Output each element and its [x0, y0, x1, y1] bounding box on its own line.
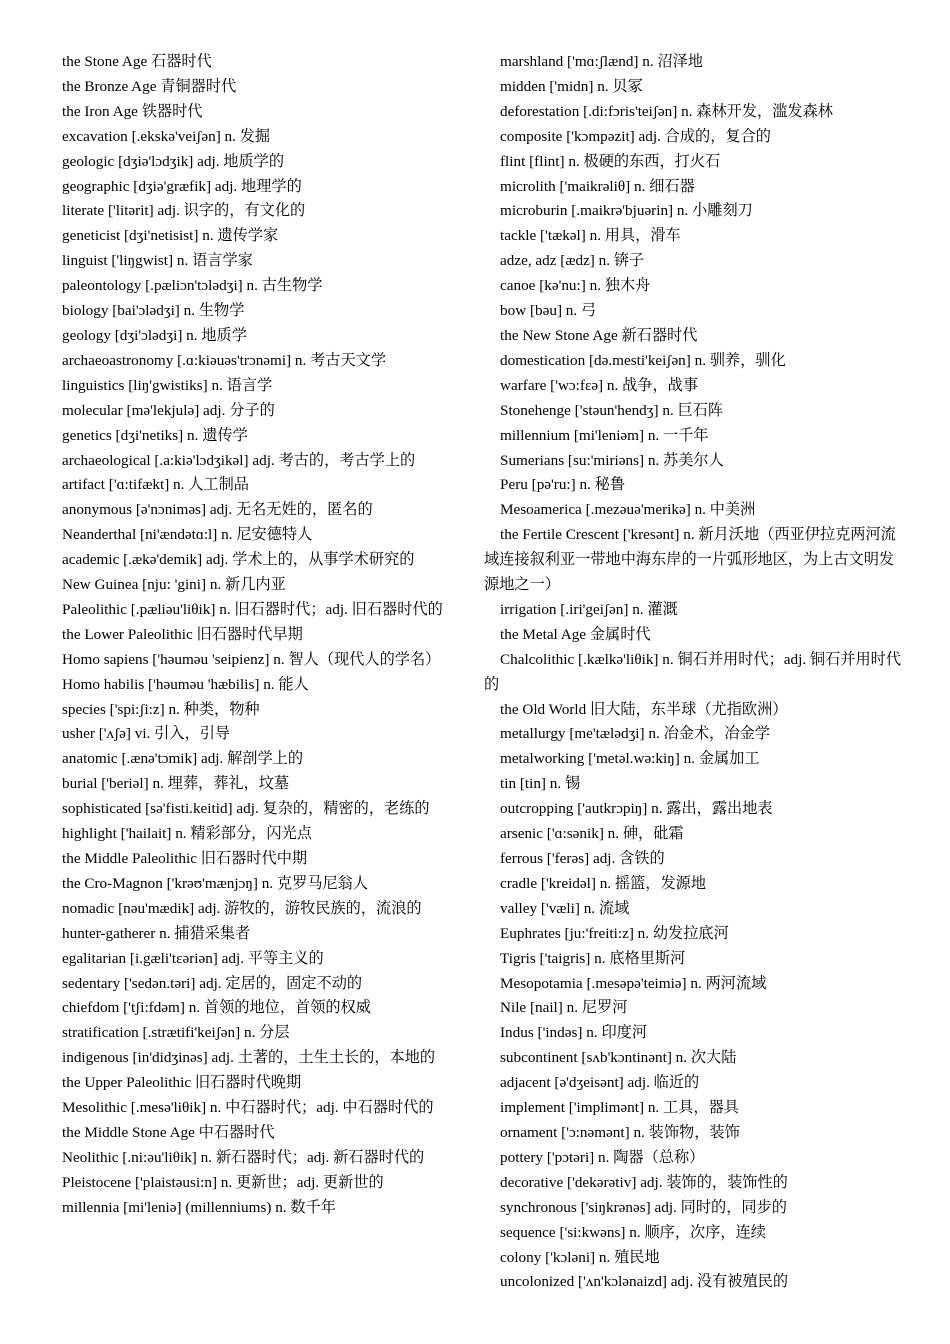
vocab-entry: archaeological [.a:kiə'lɔdʒikəl] adj. 考古的，考古学上的: [62, 451, 416, 469]
vocab-entry: geology [dʒi'ɔlədʒi] n. 地质学: [62, 326, 247, 344]
vocab-entry: the Old World 旧大陆，东半球（尤指欧洲）: [500, 700, 788, 718]
right-column: [484, 50, 908, 1295]
vocab-entry: canoe [kə'nu:] n. 独木舟: [500, 277, 651, 295]
vocab-entry: decorative ['dekərətiv] adj. 装饰的，装饰性的: [500, 1173, 788, 1191]
vocab-entry: tin [tin] n. 锡: [500, 775, 581, 793]
vocab-entry: microlith ['maikrəliθ] n. 细石器: [500, 177, 695, 195]
vocab-entry: the Iron Age 铁器时代: [62, 102, 203, 120]
vocab-entry: the Cro-Magnon ['krəʊ'mænjɔŋ] n. 克罗马尼翁人: [62, 874, 369, 892]
vocab-entry: Mesoamerica [.mezəuə'merikə] n. 中美洲: [500, 501, 756, 519]
vocab-entry: millennium [mi'leniəm] n. 一千年: [500, 426, 709, 444]
vocab-entry: Nile [nail] n. 尼罗河: [500, 999, 628, 1017]
vocab-entry: geographic [dʒiə'græfik] adj. 地理学的: [62, 177, 302, 195]
vocab-entry: genetics [dʒi'netiks] n. 遗传学: [62, 426, 248, 444]
vocab-entry: Mesopotamia [.mesəpə'teimiə] n. 两河流域: [500, 974, 767, 992]
vocab-entry: warfare ['wɔ:fɛə] n. 战争，战事: [500, 376, 699, 394]
vocab-entry: ornament ['ɔ:nəmənt] n. 装饰物，装饰: [500, 1123, 740, 1141]
vocab-entry: the New Stone Age 新石器时代: [500, 326, 698, 344]
vocab-entry: bow [bəu] n. 弓: [500, 302, 597, 320]
vocab-entry: the Stone Age 石器时代: [62, 53, 212, 70]
vocab-entry: biology [bai'ɔlədʒi] n. 生物学: [62, 302, 245, 320]
vocab-entry: stratification [.strætifi'keiʃən] n. 分层: [62, 1024, 290, 1042]
vocab-entry: hunter-gatherer n. 捕猎采集者: [62, 924, 251, 942]
vocab-entry: tackle ['tækəl] n. 用具，滑车: [500, 227, 681, 245]
vocab-entry: sedentary ['sedən.təri] adj. 定居的，固定不动的: [62, 974, 363, 992]
vocab-entry: microburin [.maikrə'bjuərin] n. 小雕刻刀: [500, 202, 753, 220]
vocab-entry: geologic [dʒiə'lɔdʒik] adj. 地质学的: [62, 152, 285, 170]
vocab-entry: egalitarian [i.gæli'tɛəriən] adj. 平等主义的: [62, 949, 324, 967]
vocab-entry: Pleistocene ['plaistəusi:n] n. 更新世；adj. 更新世的: [62, 1173, 384, 1191]
vocab-entry: the Bronze Age 青铜器时代: [62, 77, 237, 95]
vocab-entry: anonymous [ə'nɔniməs] adj. 无名无姓的，匿名的: [62, 501, 373, 519]
vocab-entry: the Fertile Crescent ['kresənt] n. 新月沃地（西亚伊拉克两河流域连接叙利亚一带地中海东岸的一片弧形地区，为上古文明发源地之一）: [484, 526, 896, 594]
vocab-entry: Homo habilis ['həuməu 'hæbilis] n. 能人: [62, 675, 309, 693]
left-column: [46, 50, 470, 1221]
vocab-entry: marshland ['mɑ:ʃlænd] n. 沼泽地: [500, 53, 704, 70]
vocab-entry: the Metal Age 金属时代: [500, 625, 651, 643]
vocab-entry: Indus ['indəs] n. 印度河: [500, 1024, 648, 1042]
vocab-entry: species ['spi:ʃi:z] n. 种类，物种: [62, 700, 260, 718]
vocab-entry: synchronous ['siŋkrənəs] adj. 同时的，同步的: [500, 1198, 787, 1216]
vocab-entry: Chalcolithic [.kælkə'liθik] n. 铜石并用时代；adj. 铜石并用时代的: [484, 650, 902, 693]
vocab-entry: Sumerians [su:'miriəns] n. 苏美尔人: [500, 451, 724, 469]
vocab-entry: irrigation [.iri'geiʃən] n. 灌溉: [500, 600, 678, 618]
vocab-entry: burial ['beriəl] n. 埋葬，葬礼，坟墓: [62, 775, 290, 793]
vocab-entry: the Lower Paleolithic 旧石器时代早期: [62, 625, 303, 643]
vocab-entry: linguist ['liŋgwist] n. 语言学家: [62, 252, 253, 270]
vocab-entry: molecular [mə'lekjulə] adj. 分子的: [62, 401, 275, 419]
vocab-entry: Mesolithic [.mesə'liθik] n. 中石器时代；adj. 中石器时代的: [62, 1099, 434, 1117]
vocab-entry: academic [.ækə'demik] adj. 学术上的，从事学术研究的: [62, 551, 415, 569]
vocab-entry: Stonehenge ['stəun'hendʒ] n. 巨石阵: [500, 401, 724, 419]
vocab-entry: the Middle Stone Age 中石器时代: [62, 1123, 275, 1141]
vocab-entry: sophisticated [sə'fisti.keitid] adj. 复杂的，精密的，老练的: [62, 800, 430, 818]
vocab-entry: implement ['implimənt] n. 工具，器具: [500, 1099, 739, 1117]
vocab-entry: linguistics [liŋ'gwistiks] n. 语言学: [62, 376, 273, 394]
vocab-entry: Paleolithic [.pæliəu'liθik] n. 旧石器时代；adj. 旧石器时代的: [62, 600, 443, 618]
vocab-entry: metalworking ['metəl.wə:kiŋ] n. 金属加工: [500, 750, 760, 768]
vocab-entry: Peru [pə'ru:] n. 秘鲁: [500, 476, 626, 494]
vocab-entry: subcontinent [sʌb'kɔntinənt] n. 次大陆: [500, 1049, 737, 1067]
vocab-entry: Tigris ['taigris] n. 底格里斯河: [500, 949, 686, 967]
vocab-entry: indigenous [in'didʒinəs] adj. 土著的，土生土长的，本地的: [62, 1049, 436, 1067]
vocab-entry: ferrous ['ferəs] adj. 含铁的: [500, 850, 665, 867]
vocab-entry: nomadic [nəu'mædik] adj. 游牧的，游牧民族的，流浪的: [62, 899, 422, 917]
vocab-entry: Homo sapiens ['həuməu 'seipienz] n. 智人（现代人的学名）: [62, 650, 441, 668]
vocab-entry: adjacent [ə'dʒeisənt] adj. 临近的: [500, 1074, 700, 1092]
vocab-entry: midden ['midn] n. 贝冢: [500, 77, 643, 95]
vocab-entry: literate ['litərit] adj. 识字的，有文化的: [62, 202, 306, 220]
vocab-entry: composite ['kɔmpəzit] adj. 合成的，复合的: [500, 127, 771, 145]
vocab-entry: metallurgy [me'tælədʒi] n. 冶金术，冶金学: [500, 725, 770, 743]
vocab-entry: excavation [.ekskə'veiʃən] n. 发掘: [62, 127, 271, 145]
vocab-entry: colony ['kɔləni] n. 殖民地: [500, 1248, 660, 1266]
vocab-entry: adze, adz [ædz] n. 锛子: [500, 252, 645, 270]
vocab-entry: outcropping ['autkrɔpiŋ] n. 露出，露出地表: [500, 800, 773, 818]
vocab-entry: sequence ['si:kwəns] n. 顺序，次序，连续: [500, 1223, 766, 1241]
vocab-entry: domestication [də.mesti'keiʃən] n. 驯养，驯化: [500, 351, 786, 369]
vocab-entry: artifact ['ɑ:tifækt] n. 人工制品: [62, 476, 249, 494]
vocab-entry: anatomic [.ænə'tɔmik] adj. 解剖学上的: [62, 750, 304, 768]
vocab-entry: valley ['væli] n. 流域: [500, 899, 630, 917]
vocab-entry: Neanderthal [ni'ændətɑ:l] n. 尼安德特人: [62, 526, 313, 544]
vocab-entry: pottery ['pɔtəri] n. 陶器（总称）: [500, 1148, 705, 1166]
vocab-entry: uncolonized ['ʌn'kɔlənaizd] adj. 没有被殖民的: [500, 1273, 789, 1291]
vocab-entry: flint [flint] n. 极硬的东西，打火石: [500, 152, 721, 170]
vocab-entry: usher ['ʌʃə] vi. 引入，引导: [62, 725, 231, 743]
vocab-entry: Euphrates [ju:'freiti:z] n. 幼发拉底河: [500, 924, 729, 942]
vocab-entry: chiefdom ['tʃi:fdəm] n. 首领的地位，首领的权威: [62, 999, 371, 1017]
vocab-entry: deforestation [.di:fɔris'teiʃən] n. 森林开发，滥发森林: [500, 102, 833, 120]
vocab-entry: New Guinea [nju: 'gini] n. 新几内亚: [62, 576, 286, 594]
vocab-entry: archaeoastronomy [.ɑ:kiəuəs'trɔnəmi] n. 考古天文学: [62, 351, 387, 369]
vocab-entry: arsenic ['ɑ:sənik] n. 砷，砒霜: [500, 825, 684, 843]
vocab-entry: Neolithic [.ni:əu'liθik] n. 新石器时代；adj. 新石器时代的: [62, 1148, 425, 1166]
vocab-entry: paleontology [.pæliɔn'tɔlədʒi] n. 古生物学: [62, 277, 323, 295]
vocab-entry: geneticist [dʒi'netisist] n. 遗传学家: [62, 227, 279, 245]
vocab-entry: cradle ['kreidəl] n. 摇篮，发源地: [500, 874, 707, 892]
vocab-entry: highlight ['hailait] n. 精彩部分，闪光点: [62, 825, 312, 843]
vocab-entry: millennia [mi'leniə] (millenniums) n. 数千年: [62, 1198, 336, 1216]
vocab-entry: the Upper Paleolithic 旧石器时代晚期: [62, 1074, 302, 1092]
vocab-entry: the Middle Paleolithic 旧石器时代中期: [62, 850, 308, 867]
